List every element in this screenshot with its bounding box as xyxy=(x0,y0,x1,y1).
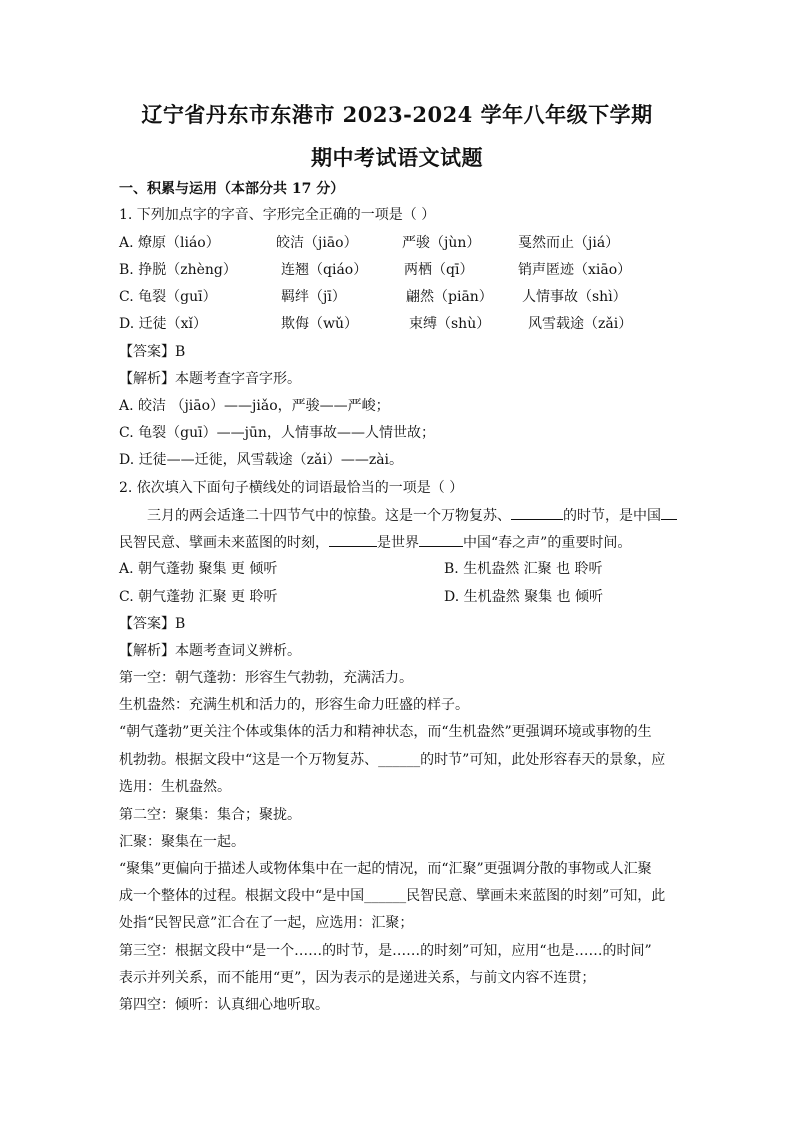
q1-answer: 【答案】B xyxy=(119,344,186,360)
q2-passage-text: 是世界 xyxy=(377,535,419,551)
q1-option-d-2: 欺侮（wǔ） xyxy=(281,316,358,332)
q2-analysis-line: 第三空：根据文段中“是一个……的时节，是……的时刻”可知，应用“也是……的时间” xyxy=(119,943,652,959)
fill-blank xyxy=(419,532,463,547)
q2-option-d: D. 生机盎然 聚集 也 倾听 xyxy=(444,589,603,605)
fill-blank xyxy=(661,505,677,520)
q2-analysis-line: 第四空：倾听：认真细心地听取。 xyxy=(119,997,329,1013)
fill-blank xyxy=(329,532,377,547)
q2-analysis-line: 机勃勃。根据文段中“这是一个万物复苏、______的时节”可知，此处形容春天的景象，应 xyxy=(119,752,666,768)
q1-analysis-line: C. 龟裂（guī）——jūn，人情事故——人情世故； xyxy=(119,425,435,441)
fill-blank xyxy=(511,505,563,520)
q1-option-c-1: C. 龟裂（guī） xyxy=(119,289,217,305)
q1-option-b-4: 销声匿迹（xiāo） xyxy=(518,262,632,278)
q1-option-a-1: A. 燎原（liáo） xyxy=(119,235,220,251)
q1-option-a-2: 皎洁（jiāo） xyxy=(276,235,358,251)
q1-option-b-1: B. 挣脱（zhèng） xyxy=(119,262,237,278)
question-2-stem: 2. 依次填入下面句子横线处的词语最恰当的一项是（ ） xyxy=(119,480,464,496)
q1-option-d-4: 风雪载途（zǎi） xyxy=(528,316,633,332)
q1-option-a-3: 严骏（jùn） xyxy=(402,235,481,251)
q2-analysis-line: 【解析】本题考查词义辨析。 xyxy=(119,643,301,659)
q2-option-b: B. 生机盎然 汇聚 也 聆听 xyxy=(444,561,603,577)
q1-option-b-2: 连翘（qiáo） xyxy=(281,262,368,278)
q1-option-b-3: 两栖（qī） xyxy=(404,262,474,278)
q2-analysis-line: 汇聚：聚集在一起。 xyxy=(119,834,245,850)
q2-analysis-line: 第一空：朝气蓬勃：形容生气勃勃，充满活力。 xyxy=(119,670,413,686)
q2-analysis-line: “聚集”更偏向于描述人或物体集中在一起的情况，而“汇聚”更强调分散的事物或人汇聚 xyxy=(119,861,652,877)
q2-option-c: C. 朝气蓬勃 汇聚 更 聆听 xyxy=(119,589,278,605)
q2-passage-line1 xyxy=(147,505,677,526)
q2-analysis-line: “朝气蓬勃”更关注个体或集体的活力和精神状态，而“生机盎然”更强调环境或事物的生 xyxy=(119,724,652,740)
q1-analysis-line: 【解析】本题考查字音字形。 xyxy=(119,371,301,387)
q1-option-d-1: D. 迁徒（xǐ） xyxy=(119,316,207,332)
q2-passage-text: 民智民意、擘画未来蓝图的时刻， xyxy=(119,535,329,551)
q2-analysis-line: 表示并列关系，而不能用“更”，因为表示的是递进关系，与前文内容不连贯； xyxy=(119,970,596,986)
section-heading: 一、积累与运用（本部分共 17 分） xyxy=(119,181,345,197)
q2-answer: 【答案】B xyxy=(119,616,186,632)
q2-passage-text: 三月的两会适逢二十四节气中的惊蛰。这是一个万物复苏、 xyxy=(147,508,511,524)
question-1-stem: 1. 下列加点字的字音、字形完全正确的一项是（ ） xyxy=(119,207,436,223)
q1-option-c-3: 翩然（piān） xyxy=(406,289,493,305)
page-title-line2: 期中考试语文试题 xyxy=(311,145,483,170)
q1-analysis-line: A. 皎洁 （jiāo）——jiǎo，严骏——严峻； xyxy=(119,398,390,414)
page-title-line1: 辽宁省丹东市东港市 2023-2024 学年八年级下学期 xyxy=(141,102,653,127)
q1-option-c-2: 羁绊（jī） xyxy=(281,289,346,305)
q1-option-a-4: 戛然而止（jiá） xyxy=(518,235,620,251)
q2-analysis-line: 选用：生机盎然。 xyxy=(119,779,231,795)
q2-analysis-line: 成一个整体的过程。根据文段中“是中国______民智民意、擘画未来蓝图的时刻”可知，此 xyxy=(119,888,666,904)
q2-analysis-line: 第二空：聚集：集合；聚拢。 xyxy=(119,807,301,823)
q2-analysis-line: 处指“民智民意”汇合在了一起，应选用：汇聚； xyxy=(119,915,414,931)
q2-analysis-line: 生机盎然：充满生机和活力的，形容生命力旺盛的样子。 xyxy=(119,697,469,713)
q2-option-a: A. 朝气蓬勃 聚集 更 倾听 xyxy=(119,561,278,577)
q2-passage-text: 的时节，是中国 xyxy=(563,508,661,524)
q2-passage-text: 中国“春之声”的重要时间。 xyxy=(463,535,632,551)
q1-analysis-line: D. 迁徒——迁徙，风雪载途（zǎi）——zài。 xyxy=(119,452,404,468)
q1-option-d-3: 束缚（shù） xyxy=(409,316,491,332)
q1-option-c-4: 人情事故（shì） xyxy=(522,289,627,305)
q2-passage-line2 xyxy=(119,532,631,553)
